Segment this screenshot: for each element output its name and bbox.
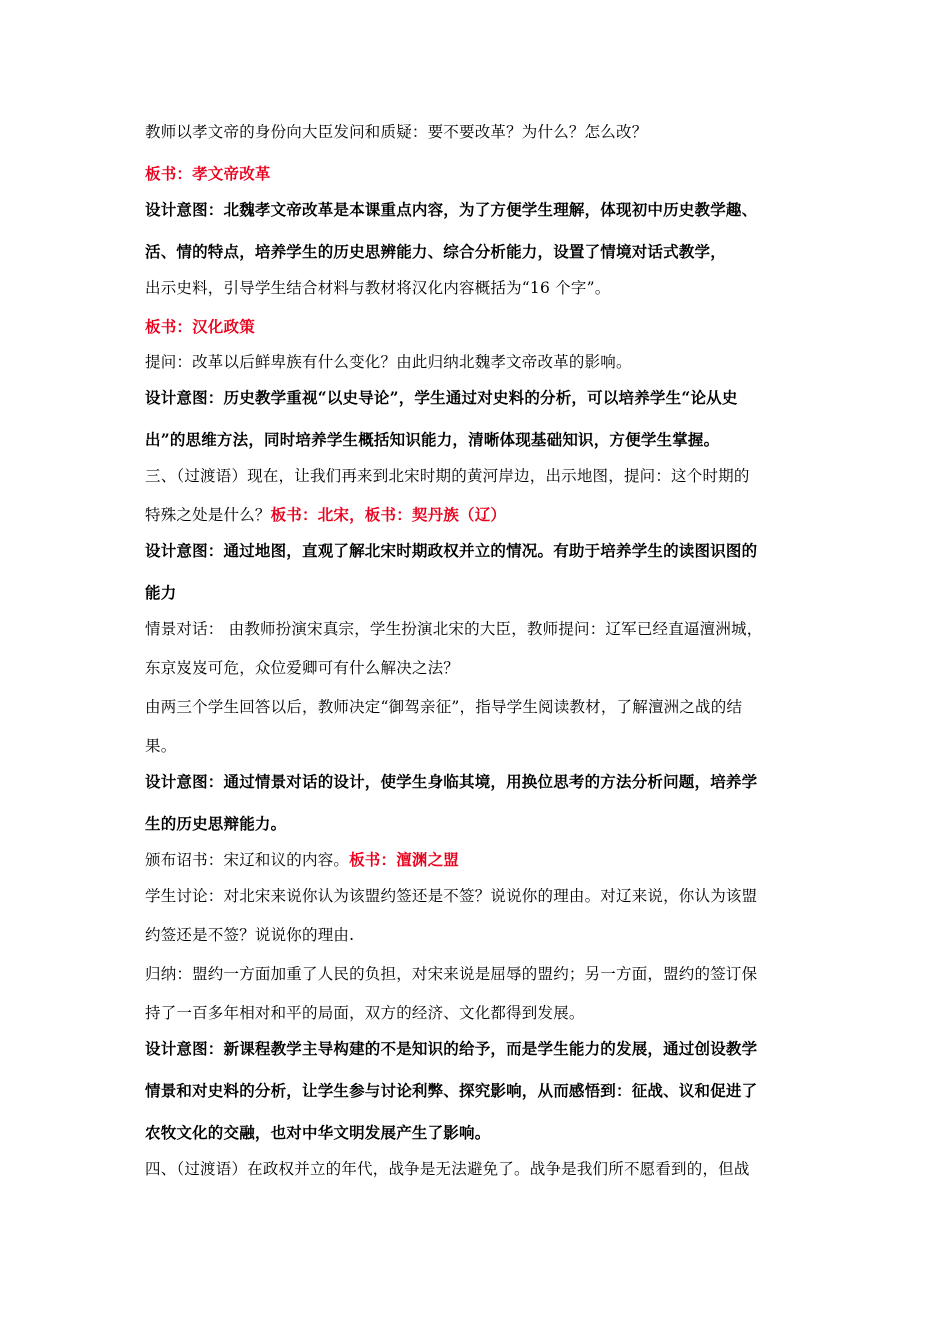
board-note-northern-song-khitan: 板书：北宋，板书：契丹族（辽） <box>270 505 507 524</box>
design-intent-4-line-2: 生的历史思辩能力。 <box>145 814 287 833</box>
students-answer-line-2: 果。 <box>145 737 177 755</box>
section-three-line-2 <box>145 503 506 525</box>
section-three-line-1: 三、（过渡语）现在，让我们再来到北宋时期的黄河岸边，出示地图，提问：这个时期的 <box>145 467 750 485</box>
student-discussion-line-1: 学生讨论：对北宋来说你认为该盟约签还是不签？说说你的理由。对辽来说，你认为该盟 <box>145 887 758 905</box>
design-intent-3-line-2: 能力 <box>145 583 177 602</box>
design-intent-2-line-1: 设计意图：历史教学重视“以史导论”，学生通过对史料的分析，可以培养学生“论从史 <box>145 388 738 407</box>
design-intent-1-line-1: 设计意图：北魏孝文帝改革是本课重点内容，为了方便学生理解，体现初中历史教学趣、 <box>145 200 758 219</box>
design-intent-5-line-2: 情景和对史料的分析，让学生参与讨论利弊、探究影响，从而感悟到：征战、议和促进了 <box>145 1081 758 1100</box>
design-intent-1-line-2: 活、情的特点，培养学生的历史思辨能力、综合分析能力，设置了情境对话式教学， <box>145 242 726 261</box>
scenario-dialogue-line-2: 东京岌岌可危，众位爱卿可有什么解决之法？ <box>145 659 460 677</box>
board-note-xiaowen-reform: 板书：孝文帝改革 <box>145 164 271 183</box>
summary-line-2: 持了一百多年相对和平的局面，双方的经济、文化都得到发展。 <box>145 1004 585 1022</box>
section-four-line-1: 四、（过渡语）在政权并立的年代，战争是无法避免了。战争是我们所不愿看到的，但战 <box>145 1160 750 1178</box>
students-answer-line-1: 由两三个学生回答以后，教师决定“御驾亲征”，指导学生阅读教材，了解澶洲之战的结 <box>145 698 743 716</box>
design-intent-4-line-1: 设计意图：通过情景对话的设计，使学生身临其境，用换位思考的方法分析问题，培养学 <box>145 772 758 791</box>
edict-text: 颁布诏书：宋辽和议的内容。 <box>145 851 350 869</box>
design-intent-5-line-3: 农牧文化的交融，也对中华文明发展产生了影响。 <box>145 1123 491 1142</box>
student-discussion-line-2: 约签还是不签？说说你的理由. <box>145 926 355 944</box>
paragraph-teacher-question: 教师以孝文帝的身份向大臣发问和质疑：要不要改革？为什么？怎么改？ <box>145 123 648 141</box>
edict-line <box>145 848 459 870</box>
design-intent-1-line-3: 出示史料，引导学生结合材料与教材将汉化内容概括为“16 个字”。 <box>145 279 611 297</box>
design-intent-2-line-2: 出”的思维方法，同时培养学生概括知识能力，清晰体现基础知识，方便学生掌握。 <box>145 430 720 449</box>
board-note-sinicization-policy: 板书：汉化政策 <box>145 317 255 336</box>
board-note-chanyuan-treaty: 板书：澶渊之盟 <box>349 850 460 869</box>
design-intent-5-line-1: 设计意图：新课程教学主导构建的不是知识的给予，而是学生能力的发展，通过创设教学 <box>145 1039 758 1058</box>
section-three-question: 特殊之处是什么？ <box>145 506 271 524</box>
design-intent-3-line-1: 设计意图：通过地图，直观了解北宋时期政权并立的情况。有助于培养学生的读图识图的 <box>145 541 758 560</box>
scenario-dialogue-line-1: 情景对话： 由教师扮演宋真宗，学生扮演北宋的大臣，教师提问：辽军已经直逼澶洲城， <box>145 620 763 638</box>
summary-line-1: 归纳：盟约一方面加重了人民的负担，对宋来说是屈辱的盟约；另一方面，盟约的签订保 <box>145 965 758 983</box>
paragraph-question-xianbei: 提问：改革以后鲜卑族有什么变化？由此归纳北魏孝文帝改革的影响。 <box>145 353 632 371</box>
